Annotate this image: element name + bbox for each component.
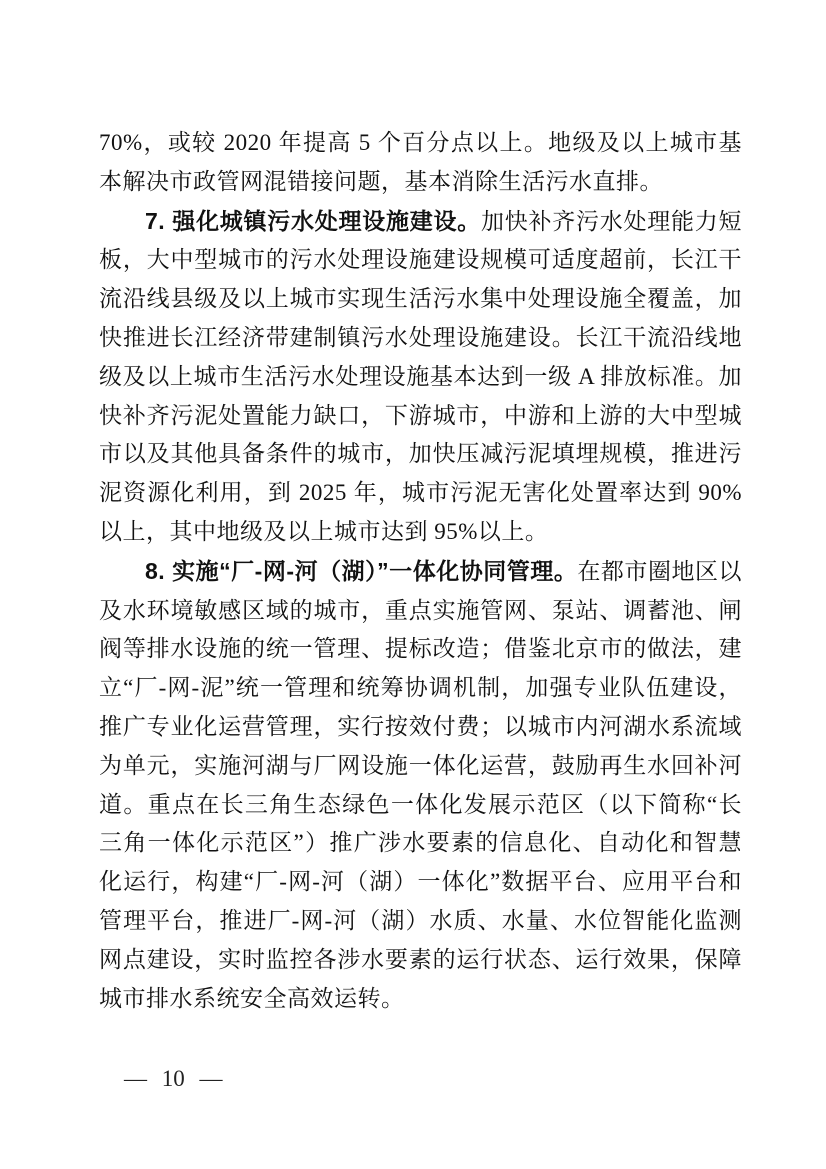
document-body — [99, 124, 742, 1018]
item-7-text: 加快补齐污水处理能力短板，大中型城市的污水处理设施建设规模可适度超前，长江干流沿线县级及以上城市实现生活污水集中处理设施全覆盖，加快推进长江经济带建制镇污水处理设施建设。长江干流沿线地级及以上城市生活污水处理设施基本达到一级 A 排放标准。加快补齐污泥处置能力缺口，下游城市，中游和上游的大中型城市以及其他具备条件的城市，加快压减污泥填埋规模，推进污泥资源化利用，到 2025 年，城市污泥无害化处置率达到 90%以上，其中地级及以上城市达到 95%以上。 — [99, 208, 742, 544]
paragraph-continuation-text: 70%，或较 2020 年提高 5 个百分点以上。地级及以上城市基本解决市政管网混错接问题，基本消除生活污水直排。 — [99, 130, 742, 194]
paragraph-item-8 — [99, 552, 742, 1019]
page-number: — 10 — — [124, 1066, 223, 1091]
item-8-heading: 8. 实施“厂-网-河（湖）”一体化协同管理。 — [145, 557, 578, 584]
item-7-heading: 7. 强化城镇污水处理设施建设。 — [145, 207, 482, 234]
item-8-text: 在都市圈地区以及水环境敏感区域的城市，重点实施管网、泵站、调蓄池、闸阀等排水设施的统一管理、提标改造；借鉴北京市的做法，建立“厂-网-泥”统一管理和统筹协调机制，加强专业队伍建设，推广专业化运营管理，实行按效付费；以城市内河湖水系流域为单元，实施河湖与厂网设施一体化运营，鼓励再生水回补河道。重点在长三角生态绿色一体化发展示范区（以下简称“长三角一体化示范区”）推广涉水要素的信息化、自动化和智慧化运行，构建“厂-网-河（湖）一体化”数据平台、应用平台和管理平台，推进厂-网-河（湖）水质、水量、水位智能化监测网点建设，实时监控各涉水要素的运行状态、运行效果，保障城市排水系统安全高效运转。 — [99, 558, 743, 1011]
paragraph-continuation — [99, 124, 742, 202]
page-footer — [124, 1064, 223, 1094]
paragraph-item-7 — [99, 202, 742, 552]
